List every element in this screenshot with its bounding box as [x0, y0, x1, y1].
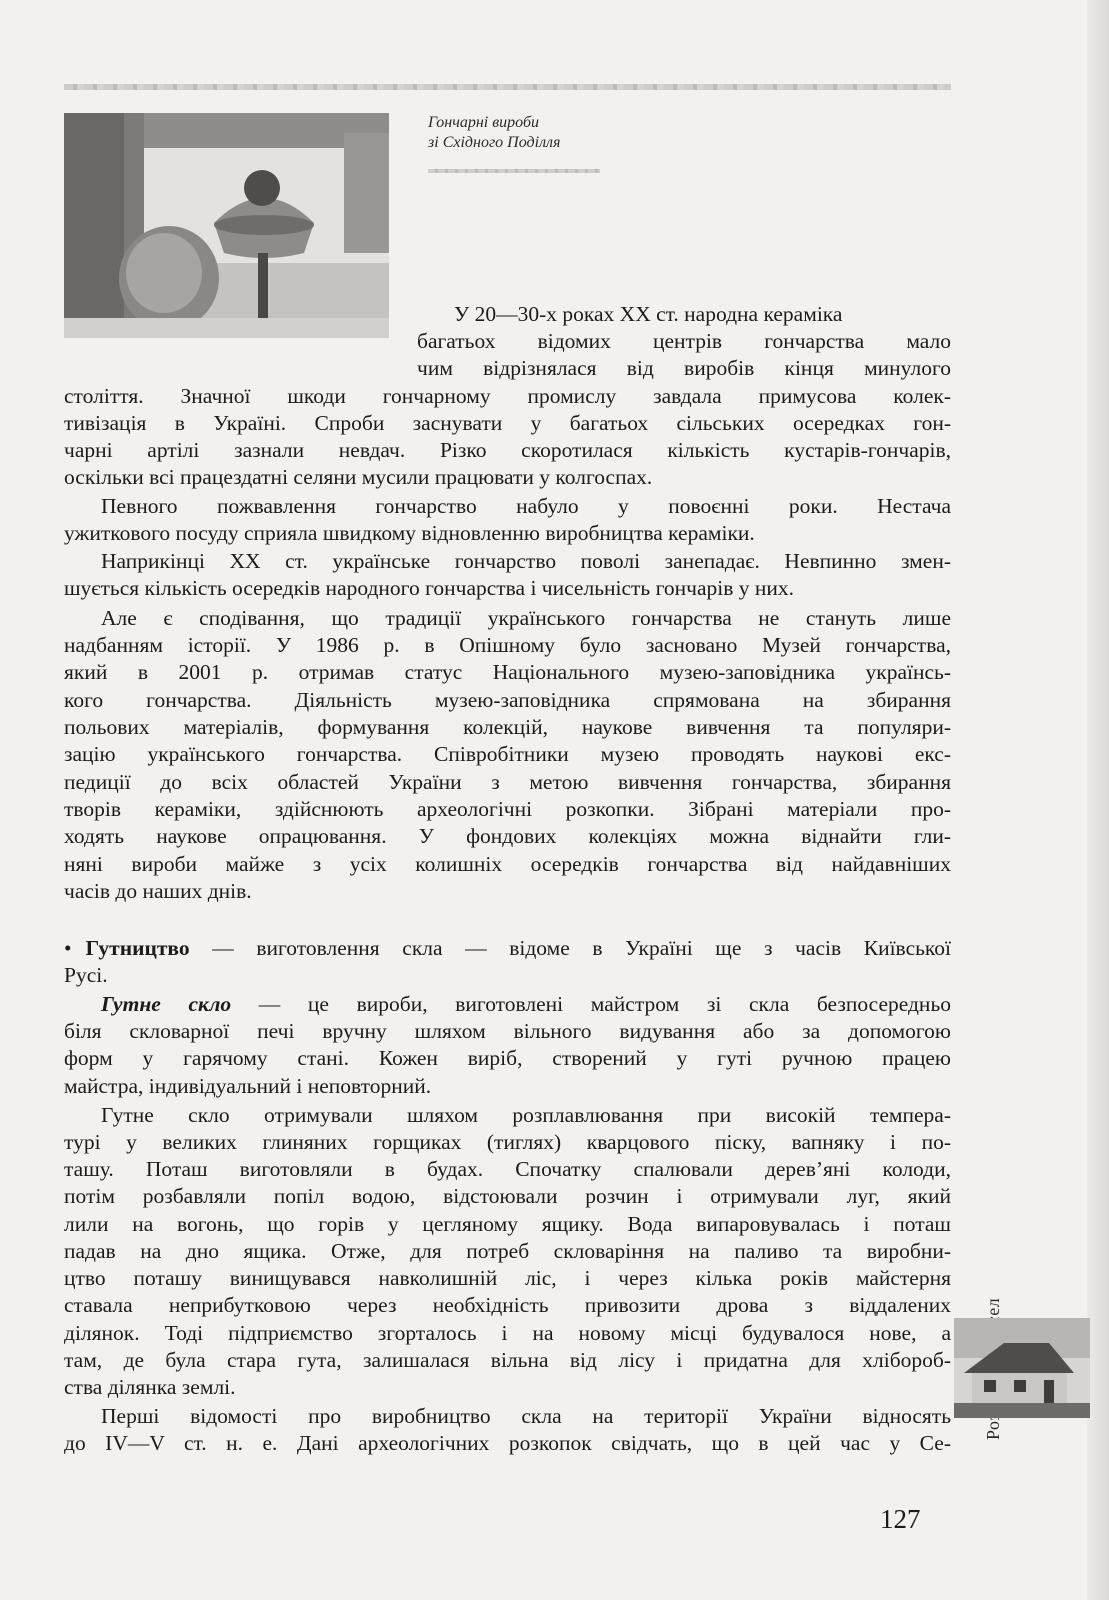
text-line: ходять наукове опрацювання. У фондових колекціях можна віднайти гли-: [64, 824, 951, 848]
definition-rest: — це вироби, виготовлені майстром зі скла безпосередньо: [231, 992, 951, 1016]
text-line: педиції до всіх областей України з метою вивчення гончарства, збирання: [64, 770, 951, 794]
photo-caption: [428, 113, 628, 153]
text-line: який в 2001 р. отримав статус Національного музею-заповідника українсь-: [64, 660, 951, 684]
text-line: надбанням історії. У 1986 р. в Опішному було засновано Музей гончарства,: [64, 633, 951, 657]
text-line: багатьох відомих центрів гончарства мало: [417, 329, 951, 353]
text-line: до IV—V ст. н. е. Дані археологічних розкопок свідчать, що в цей час у Се-: [64, 1431, 951, 1455]
text-line: ташу. Поташ виготовляли в будах. Спочатку спалювали дерев’яні колоди,: [64, 1157, 951, 1181]
text-line: століття. Значної шкоди гончарному промислу завдала примусова колек-: [64, 384, 951, 408]
text-line: ділянок. Тоді підприємство згорталось і на новому місці будувалося нове, а: [64, 1321, 951, 1345]
text-line: біля скловарної печі вручну шляхом вільного видування або за допомогою: [64, 1019, 951, 1043]
definition-line: [64, 991, 951, 1018]
text-line: часів до наших днів.: [64, 879, 252, 903]
text-line: цтво поташу винищувався навколишній ліс, і через кілька років майстерня: [64, 1266, 951, 1290]
text-line: кого гончарства. Діяльність музею-заповідника спрямована на збирання: [64, 688, 951, 712]
text-line: чарні артілі зазнали невдач. Різко скоротилася кількість кустарів-гончарів,: [64, 438, 951, 462]
text-line: потім розбавляли попіл водою, відстоювали розчин і отримували луг, який: [64, 1184, 951, 1208]
text-line: польових матеріалів, формування колекцій, наукове вивчення та популяри-: [64, 715, 951, 739]
text-line: тивізація в Україні. Спроби заснувати у багатьох сільських осередках гон-: [64, 411, 951, 435]
text-line: Гутне скло отримували шляхом розплавлювання при високій темпера-: [101, 1103, 951, 1127]
bullet-rest: — виготовлення скла — відоме в Україні ще з часів Київської: [189, 936, 951, 960]
text-line: падав на дно ящика. Отже, для потреб скловаріння на паливо та виробни-: [64, 1239, 951, 1263]
bullet: •: [64, 936, 72, 960]
caption-line: зі Східного Поділля: [428, 134, 561, 151]
text-line: чим відрізнялася від виробів кінця минулого: [417, 356, 951, 380]
top-decorative-rule: [64, 84, 951, 90]
caption-decorative-rule: [428, 169, 600, 173]
term-glass: Гутне скло: [101, 992, 232, 1016]
text-line: Наприкінці XX ст. українське гончарство поволі занепадає. Невпинно змен-: [101, 549, 951, 573]
house-thumbnail: [954, 1318, 1090, 1418]
text-line: шується кількість осередків народного гончарства і чисельність гончарів у них.: [64, 576, 795, 600]
pottery-photo-illustration: [64, 113, 389, 338]
bullet-line: [64, 935, 951, 962]
text-line: Русі.: [64, 963, 108, 987]
text-line: майстра, індивідуальний і неповторний.: [64, 1074, 432, 1098]
text-line: зацію українського гончарства. Співробітники музею проводять наукові екс-: [64, 742, 951, 766]
page-edge-shadow: [1087, 0, 1109, 1600]
text-line: форм у гарячому стані. Кожен виріб, створений у гуті ручною працею: [64, 1046, 951, 1070]
pottery-photo: [64, 113, 389, 338]
house-thumbnail-illustration: [954, 1318, 1090, 1418]
caption-line: Гончарні вироби: [428, 114, 540, 131]
text-line: лили на вогонь, що горів у цегляному ящику. Вода випаровувалась і поташ: [64, 1212, 951, 1236]
text-line: У 20—30-х роках XX ст. народна кераміка: [454, 302, 843, 326]
text-line: Певного пожвавлення гончарство набуло у повоєнні роки. Нестача: [101, 494, 951, 518]
text-line: няні вироби майже з усіх колишніх осередків гончарства від найдавніших: [64, 852, 951, 876]
text-line: оскільки всі працездатні селяни мусили працювати у колгоспах.: [64, 465, 653, 489]
text-line: Перші відомості про виробництво скла на території України відносять: [101, 1404, 951, 1428]
page-number: 127: [880, 1504, 921, 1534]
text-line: турі у великих глиняних горщиках (тиглях) кварцового піску, вапняку і по-: [64, 1130, 951, 1154]
text-line: ужиткового посуду сприяла швидкому відновленню виробництва кераміки.: [64, 521, 755, 545]
text-line: творів кераміки, здійснюють археологічні розкопки. Зібрані матеріали про-: [64, 797, 951, 821]
text-line: ства ділянка землі.: [64, 1375, 236, 1399]
text-line: Але є сподівання, що традиції українського гончарства не стануть лише: [101, 606, 951, 630]
text-line: ставала неприбутковою через необхідність привозити дрова з віддалених: [64, 1293, 951, 1317]
term-glassmaking: Гутництво: [85, 936, 190, 960]
text-line: там, де була стара гута, залишалася вільна від лісу і придатна для хлібороб-: [64, 1348, 951, 1372]
